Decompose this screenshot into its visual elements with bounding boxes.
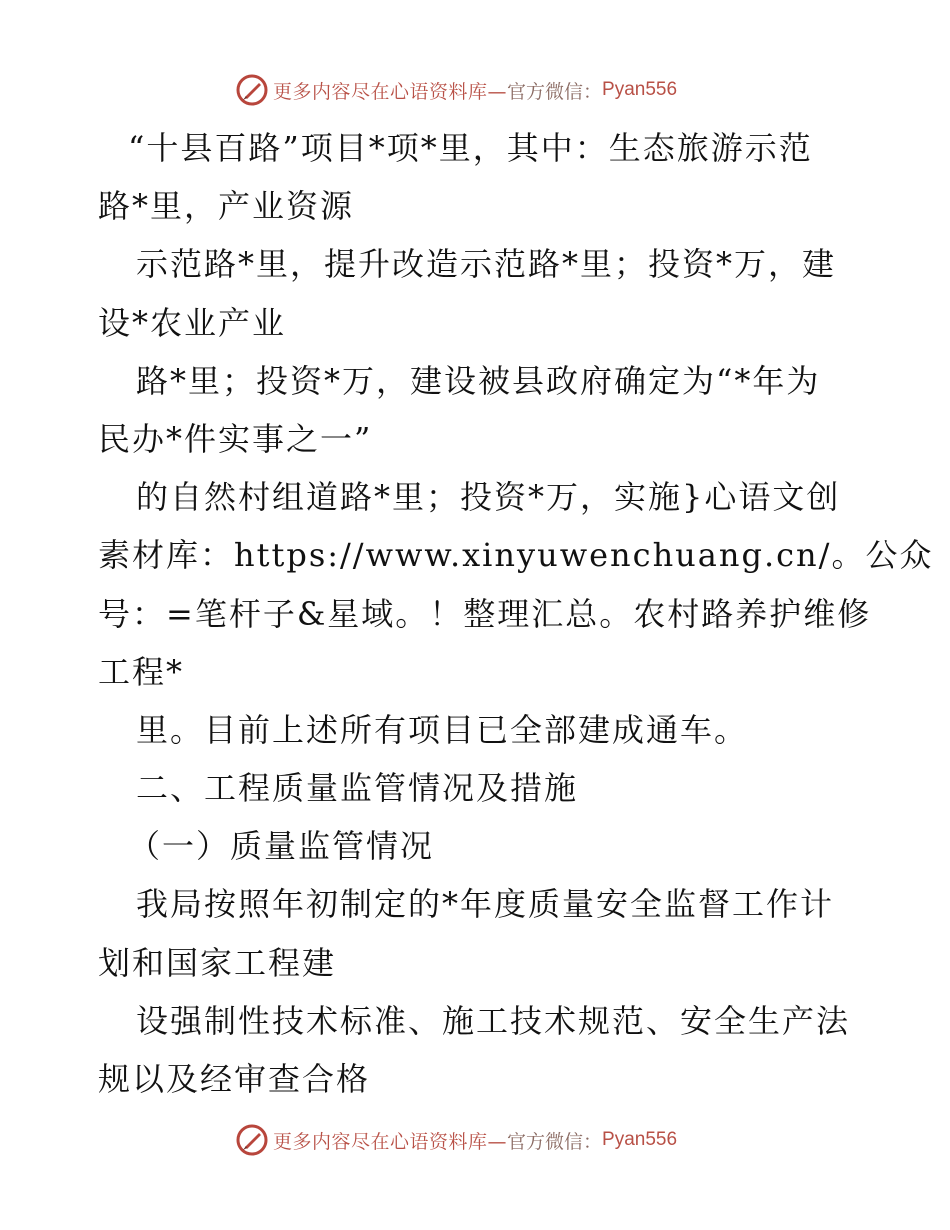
text-line: 设*农业产业 (98, 303, 287, 342)
section-heading: 二、工程质量监管情况及措施 (136, 769, 579, 808)
text-line: 里。目前上述所有项目已全部建成通车。 (136, 710, 749, 749)
text-line: 的自然村组道路*里；投资*万，实施}心语文创 (136, 478, 841, 517)
text-line: “十县百路”项目*项*里，其中：生态旅游示范 (128, 129, 813, 167)
text-line: 工程* (98, 652, 185, 691)
watermark-wechat-label: 官方微信： (507, 80, 603, 103)
quill-logo-icon (235, 73, 269, 107)
text-line: 我局按照年初制定的*年度质量安全监督工作计 (136, 885, 835, 924)
header-watermark (235, 72, 677, 108)
text-line: 路*里，产业资源 (98, 187, 355, 226)
subsection-heading: （一）质量监管情况 (128, 827, 435, 866)
text-line: 设强制性技术标准、施工技术规范、安全生产法 (136, 1001, 851, 1040)
document-body (98, 119, 934, 1108)
text-line: 素材库：https://www.xinyuwenchuang.cn/。公众 (98, 536, 934, 575)
watermark-text: 更多内容尽在心语资料库— (273, 1130, 508, 1153)
text-line: 规以及经审查合格 (98, 1060, 371, 1098)
text-line: 划和国家工程建 (98, 943, 337, 982)
text-line: 示范路*里，提升改造示范路*里；投资*万，建 (136, 245, 837, 284)
text-line: 路*里；投资*万，建设被县政府确定为“*年为 (136, 361, 821, 400)
text-line: 民办*件实事之一” (98, 419, 373, 458)
watermark-text: 更多内容尽在心语资料库— (273, 80, 508, 103)
watermark-wechat-label: 官方微信： (507, 1130, 603, 1153)
text-line: 号：=笔杆子&星域。！整理汇总。农村路养护维修 (98, 594, 872, 633)
watermark-wechat-id: Pyan556 (602, 79, 678, 100)
quill-logo-icon (235, 1123, 269, 1157)
footer-watermark (235, 1122, 677, 1158)
watermark-wechat-id: Pyan556 (602, 1129, 678, 1150)
